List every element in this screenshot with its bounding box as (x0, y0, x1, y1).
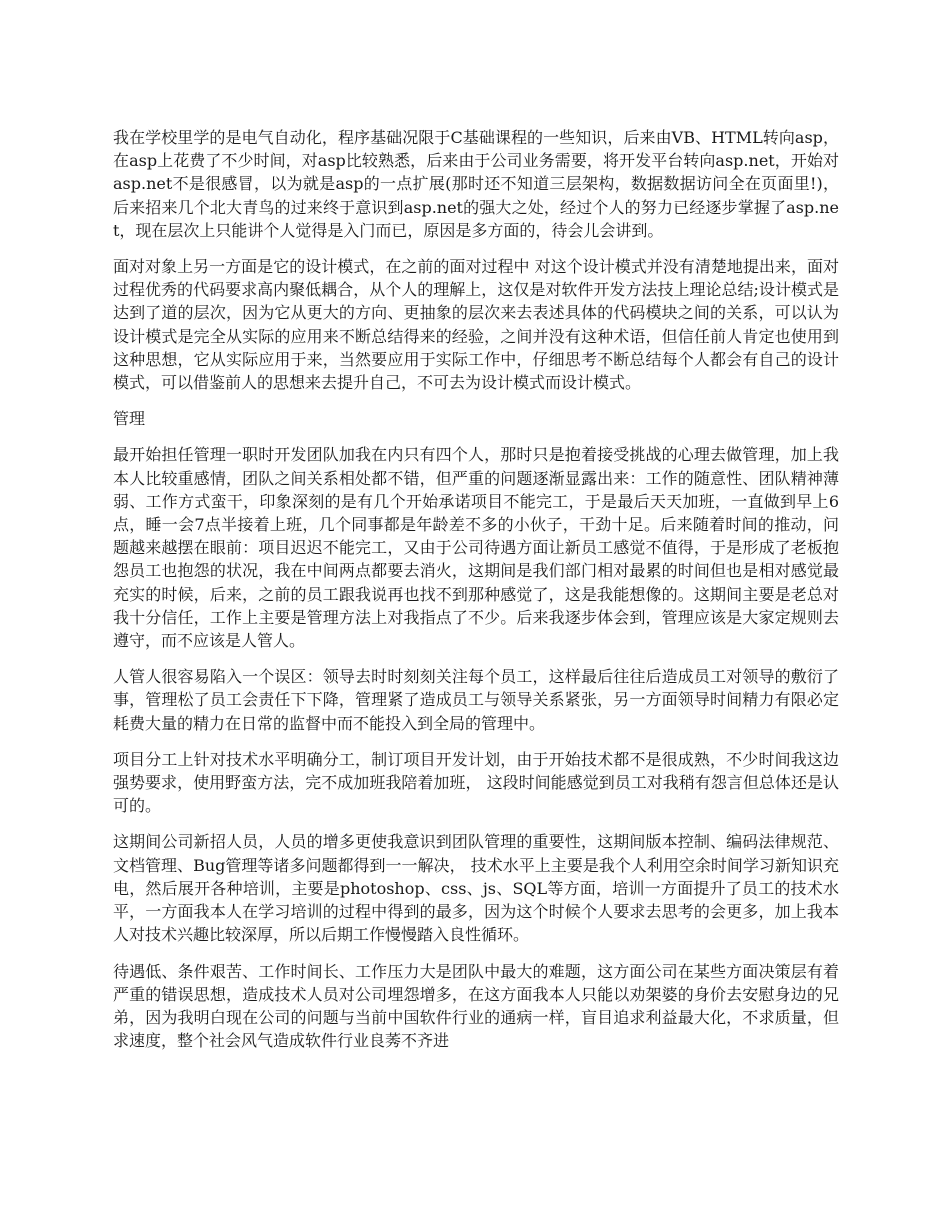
paragraph-team-difficulties: 待遇低、条件艰苦、工作时间长、工作压力大是团队中最大的难题，这方面公司在某些方面决策层有着严重的错误思想，造成技术人员对公司埋怨增多，在这方面我本人只能以劝架婆的身价去安慰身边的兄弟，因为我明白现在公司的问题与当前中国软件行业的通病一样，盲目追求利益最大化，不求质量，但求速度，整个社会风气造成软件行业良莠不齐进 (113, 961, 839, 1051)
document-body (113, 126, 839, 1065)
paragraph-education-background: 我在学校里学的是电气自动化，程序基础况限于C基础课程的一些知识，后来由VB、HTML转向asp，在asp上花费了不少时间，对asp比较熟悉，后来由于公司业务需要，将开发平台转向asp.net，开始对asp.net不是很感冒，以为就是asp的一点扩展(那时还不知道三层架构，数据数据访问全在页面里!)，后来招来几个北大青鸟的过来终于意识到asp.net的强大之处，经过个人的努力已经逐步掌握了asp.net，现在层次上只能讲个人觉得是入门而已，原因是多方面的，待会儿会讲到。 (113, 128, 839, 240)
paragraph-design-patterns: 面对对象上另一方面是它的设计模式，在之前的面对过程中 对这个设计模式并没有清楚地提出来，面对过程优秀的代码要求高内聚低耦合，从个人的理解上，这仅是对软件开发方法技上理论总结;设计模式是达到了道的层次，因为它从更大的方向、更抽象的层次来去表述具体的代码模块之间的关系，可以认为设计模式是完全从实际的应用来不断总结得来的经验，之间并没有这种术语，但信任前人肯定也使用到这种思想，它从实际应用于来，当然要应用于实际工作中，仔细思考不断总结每个人都会有自己的设计模式，可以借鉴前人的思想来去提升自己，不可去为设计模式而设计模式。 (113, 257, 839, 393)
paragraph-project-division: 项目分工上针对技术水平明确分工，制订项目开发计划，由于开始技术都不是很成熟，不少时间我这边强势要求，使用野蛮方法，完不成加班我陪着加班， 这段时间能感觉到员工对我稍有怨言但总体还是认可的。 (113, 749, 839, 816)
paragraph-people-management: 人管人很容易陷入一个误区：领导去时时刻刻关注每个员工，这样最后往往后造成员工对领导的敷衍了事，管理松了员工会责任下下降，管理紧了造成员工与领导关系紧张，另一方面领导时间精力有限必定耗费大量的精力在日常的监督中而不能投入到全局的管理中。 (113, 667, 839, 733)
section-heading-management: 管理 (113, 409, 146, 429)
paragraph-team-growth: 这期间公司新招人员，人员的增多更使我意识到团队管理的重要性，这期间版本控制、编码法律规范、文档管理、Bug管理等诸多问题都得到一一解决， 技术水平上主要是我个人利用空余时间学习新知识充电，然后展开各种培训，主要是photoshop、css、js、SQL等方面，培训一方面提升了员工的技术水平，一方面我本人在学习培训的过程中得到的最多，因为这个时候个人要求去思考的会更多，加上我本人对技术兴趣比较深厚，所以后期工作慢慢踏入良性循环。 (113, 832, 839, 945)
paragraph-management-start: 最开始担任管理一职时开发团队加我在内只有四个人，那时只是抱着接受挑战的心理去做管理，加上我本人比较重感情，团队之间关系相处都不错，但严重的问题逐渐显露出来：工作的随意性、团队精神薄弱、工作方式蛮干，印象深刻的是有几个开始承诺项目不能完工，于是最后天天加班，一直做到早上6点，睡一会7点半接着上班，几个同事都是年龄差不多的小伙子，干劲十足。后来随着时间的推动，问题越来越摆在眼前：项目迟迟不能完工，又由于公司待遇方面让新员工感觉不值得，于是形成了老板抱怨员工也抱怨的状况，我在中间两点都要去消火，这期间是我们部门相对最累的时间但也是相对感觉最充实的时候，后来，之前的员工跟我说再也找不到那种感觉了，这是我能想像的。这期间主要是老总对我十分信任，工作上主要是管理方法上对我指点了不少。后来我逐步体会到，管理应该是大家定规则去遵守，而不应该是人管人。 (113, 445, 839, 651)
